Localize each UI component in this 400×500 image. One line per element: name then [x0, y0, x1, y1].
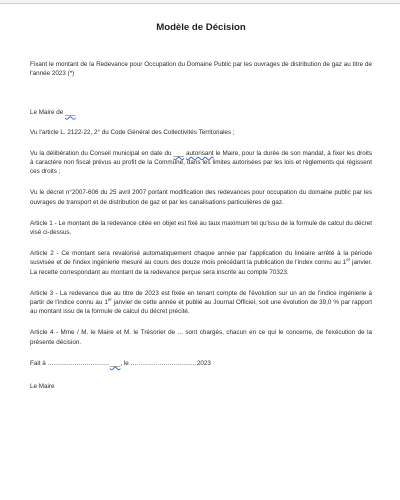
place-placeholder: ___	[109, 359, 121, 367]
signature-line	[30, 359, 372, 368]
signature-year: 2023	[196, 359, 211, 367]
vu-decret: Vu le décret n°2007-606 du 25 avril 2007 portant modification des redevances pour occupation du domaine public par les ouvrages de transport et de distribution de gaz et par les canalisations particulières de gaz.	[30, 189, 372, 206]
mayor-intro	[30, 108, 372, 117]
document-page	[30, 22, 372, 391]
mayor-intro-prefix: Le Maire de	[30, 109, 64, 117]
top-border	[0, 0, 400, 4]
fait-a-label: Fait à	[30, 359, 46, 367]
signatory: Le Maire	[30, 383, 55, 391]
article-2-text-b: janvier. La recette correspondant au montant de la redevance perçue sera inscrite au compte 70323.	[30, 259, 372, 276]
date-placeholder: ___	[173, 149, 185, 157]
article-3-text-b: janvier de cette année et publié au Journal Officiel, soit une évolution de 39,0 % par rapport au montant issu de la formule de calcul du décret précité.	[30, 299, 372, 316]
article-4: Article 4 - Mme / M. le Maire et M. le Trésorier de ... sont chargés, chacun en ce qui le concerne, de l'exécution de la présente décision.	[30, 329, 372, 346]
place-dots: ................................	[47, 359, 110, 367]
article-2-text-a: Article 2 - Ce montant sera revalorisé automatiquement chaque année par l'application du linéaire arrêté à la période susvisée et de l'index ingénierie mesuré au cours des douze mois précédant la publication de l'index connu au 1	[30, 250, 372, 267]
vu-deliberation-part1: Vu la délibération du Conseil municipal en date du	[30, 149, 172, 157]
commune-placeholder: ___	[65, 109, 76, 117]
date-dots: ..................................	[130, 359, 197, 367]
vu-article: Vu l'article L. 2122-22, 2° du Code Général des Collectivités Territoriales ;	[30, 128, 235, 136]
document-title: Modèle de Décision	[156, 22, 246, 33]
article-3-text-a: Article 3 - La redevance due au titre de 2023 est fixée en tenant compte de l'évolution sur un an de l'indice ingénierie à partir de l'indice connu au 1	[30, 289, 372, 307]
document-subject: Fixant le montant de la Redevance pour Occupation du Domaine Public par les ouvrages de distribution de gaz au titre de l'année 2023 (*)	[30, 61, 372, 78]
article-3	[30, 289, 372, 317]
article-2-sup: er	[346, 257, 351, 263]
article-2	[30, 249, 372, 277]
autorisant-word: autorisant	[185, 149, 214, 157]
vu-deliberation-part3: le Maire, pour la durée de son mandat, à fixer les droits à caractère non fiscal prévus au profit de la Commune, dans les limites autorisées par les lois et règlements qui régissent ces droits ;	[30, 149, 372, 176]
article-1: Article 1 - Le montant de la redevance citée en objet est fixé au taux maximum tel qu'issu de la formule de calcul du décret visé ci-dessus.	[30, 219, 372, 237]
vu-deliberation	[30, 149, 372, 177]
article-3-sup: er	[107, 296, 112, 302]
le-label: , le	[120, 359, 129, 367]
